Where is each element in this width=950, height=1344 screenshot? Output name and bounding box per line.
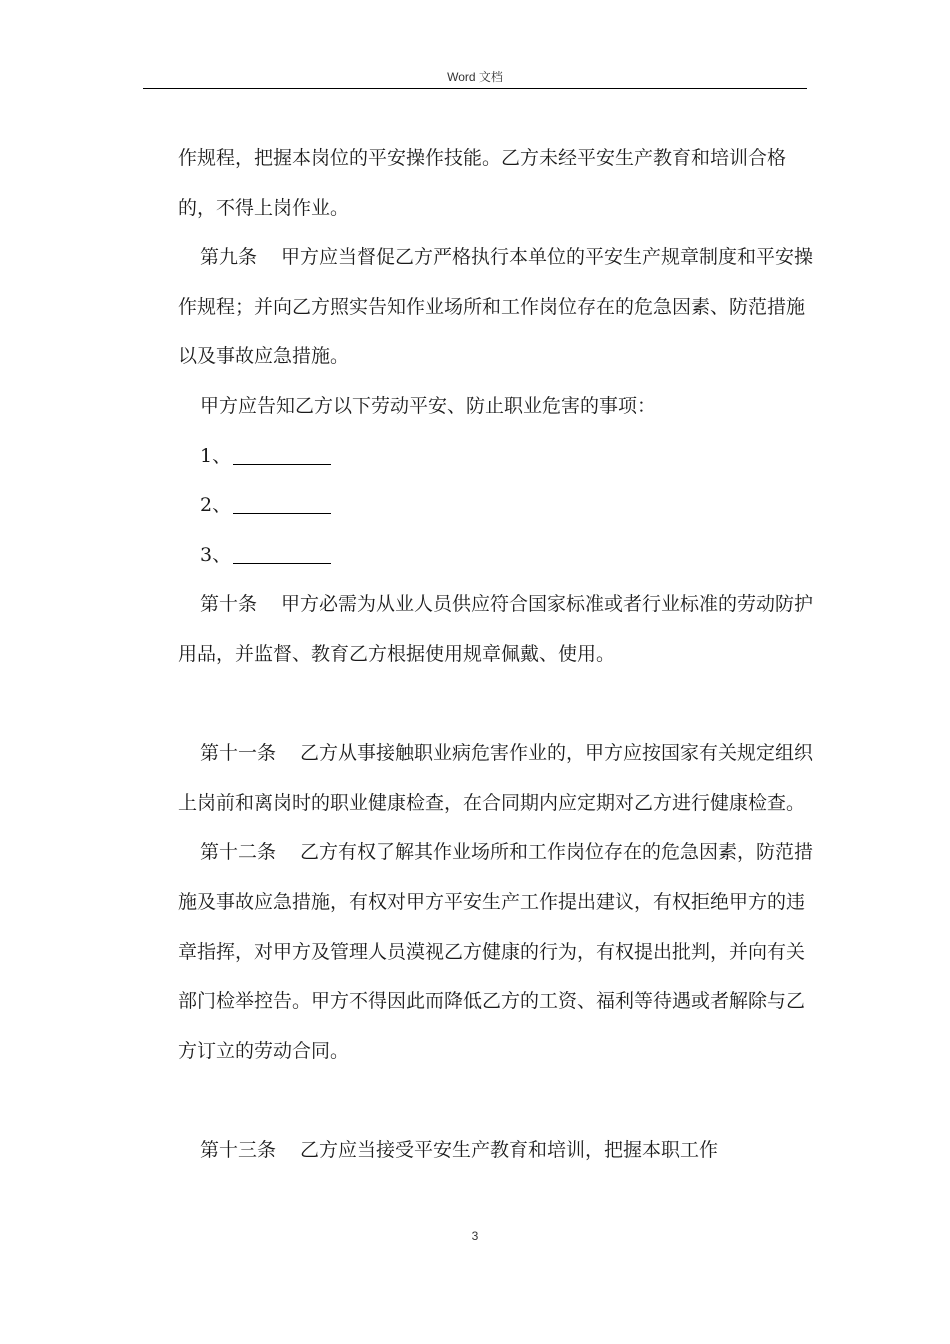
- article-9-text: 甲方应当督促乙方严格执行本单位的平安生产规章制度和平安操作规程；并向乙方照实告知作业场所和工作岗位存在的危急因素、防范措施以及事故应急措施。: [178, 246, 814, 368]
- fill-in-blank-2[interactable]: [233, 492, 331, 514]
- article-13-text: 乙方应当接受平安生产教育和培训，把握本职工作: [300, 1138, 719, 1161]
- paragraph-spacer: [178, 680, 818, 730]
- fill-in-blank-1[interactable]: [233, 443, 331, 465]
- list-item-2-number: 2、: [200, 494, 232, 517]
- list-item-2: [178, 481, 818, 531]
- list-item-1: [178, 432, 818, 482]
- article-11-number: 第十一条: [200, 742, 277, 765]
- notice-paragraph: 甲方应告知乙方以下劳动平安、防止职业危害的事项：: [200, 394, 657, 417]
- article-10: [178, 580, 818, 679]
- article-11-text: 乙方从事接触职业病危害作业的，甲方应按国家有关规定组织上岗前和离岗时的职业健康检查，在合同期内应定期对乙方进行健康检查。: [178, 742, 814, 814]
- article-12: [178, 828, 818, 1076]
- article-10-number: 第十条: [200, 593, 258, 616]
- article-10-text: 甲方必需为从业人员供应符合国家标准或者行业标准的劳动防护用品，并监督、教育乙方根据使用规章佩戴、使用。: [178, 593, 814, 665]
- list-item-3: [178, 531, 818, 581]
- fill-in-blank-3[interactable]: [233, 542, 331, 564]
- header-divider: [143, 88, 807, 89]
- page-number: 3: [471, 1229, 479, 1243]
- article-13: [178, 1126, 818, 1176]
- article-12-number: 第十二条: [200, 841, 277, 864]
- paragraph-spacer: [178, 1076, 818, 1126]
- list-item-3-number: 3、: [200, 543, 232, 566]
- article-9-number: 第九条: [200, 246, 258, 269]
- article-11: [178, 729, 818, 828]
- document-body: [178, 134, 818, 1175]
- list-item-1-number: 1、: [200, 444, 232, 467]
- article-12-text: 乙方有权了解其作业场所和工作岗位存在的危急因素，防范措施及事故应急措施，有权对甲方平安生产工作提出建议，有权拒绝甲方的违章指挥，对甲方及管理人员漠视乙方健康的行为，有权提出批判，并向有关部门检举控告。甲方不得因此而降低乙方的工资、福利等待遇或者解除与乙方订立的劳动合同。: [178, 841, 814, 1062]
- article-13-number: 第十三条: [200, 1138, 277, 1161]
- paragraph-continuation: 作规程，把握本岗位的平安操作技能。乙方未经平安生产教育和培训合格的，不得上岗作业。: [178, 147, 787, 219]
- page-header-title: Word 文档: [447, 70, 503, 84]
- article-9: [178, 233, 818, 382]
